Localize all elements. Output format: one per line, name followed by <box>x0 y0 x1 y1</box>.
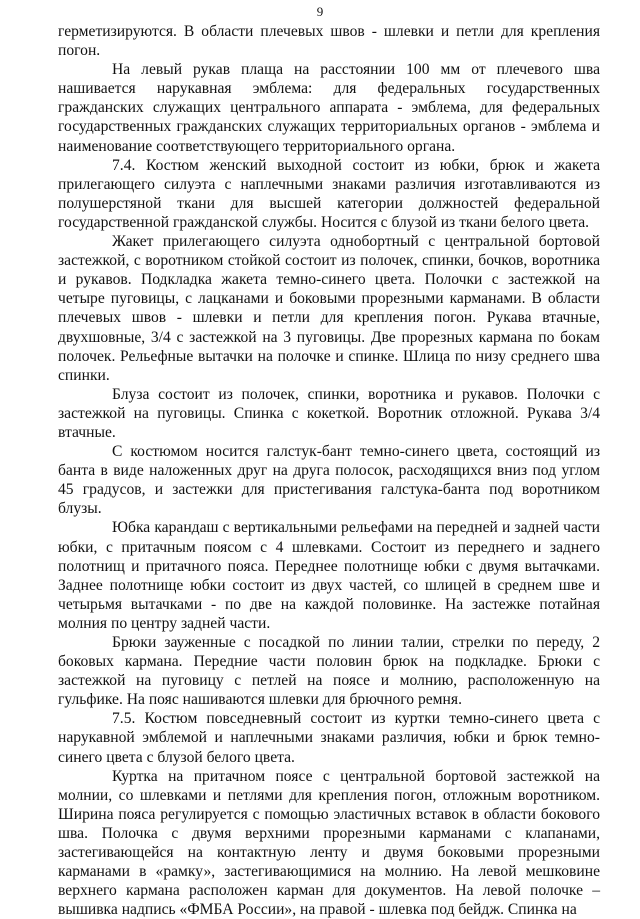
paragraph: Юбка карандаш с вертикальными рельефами на передней и задней части юбки, с притачным поясом с 4 шлевками. Состоит из переднего и заднего полотнищ и притачного пояса. Переднее полотнище юбки с двумя вытачками. Заднее полотнище юбки состоит из двух частей, со шлицей в среднем шве и четырьмя вытачками - по две на каждой половинке. На застежке потайная молния по центру задней части. <box>58 519 600 632</box>
body-text <box>58 22 600 919</box>
paragraph: 7.4. Костюм женский выходной состоит из юбки, брюк и жакета прилегающего силуэта с наплечными знаками различия изготавливаются из полушерстяной ткани для высшей категории должностей федеральной государственной гражданской службы. Носится с блузой из ткани белого цвета. <box>58 156 600 231</box>
paragraph: герметизируются. В области плечевых швов - шлевки и петли для крепления погон. <box>58 23 600 60</box>
paragraph: Блуза состоит из полочек, спинки, воротника и рукавов. Полочки с застежкой на пуговицы. Спинка с кокеткой. Воротник отложной. Рукава 3/4 втачные. <box>58 385 600 441</box>
paragraph: Куртка на притачном поясе с центральной бортовой застежкой на молнии, со шлевками и петлями для крепления погон, отложным воротником. Ширина пояса регулируется с помощью эластичных вставок в области бокового шва. Полочка с двумя верхними прорезными карманами с клапанами, застегивающейся на контактную ленту и двумя боковыми прорезными карманами в «рамку», застегивающимися на молнию. На левой мешковине верхнего кармана расположен карман для документов. На левой полочке – вышивка надпись «ФМБА России», на правой - шлевка под бейдж. Спинка на <box>58 767 600 919</box>
paragraph: С костюмом носится галстук-бант темно-синего цвета, состоящий из банта в виде наложенных друг на друга полосок, расходящихся вниз под углом 45 градусов, и застежки для пристегивания галстука-банта под воротником блузы. <box>58 443 600 518</box>
paragraph: Жакет прилегающего силуэта однобортный с центральной бортовой застежкой, с воротником стойкой состоит из полочек, спинки, бочков, воротника и рукавов. Подкладка жакета темно-синего цвета. Полочки с застежкой на четыре пуговицы, с лацканами и боковыми прорезными карманами. В области плечевых швов - шлевки и петли для крепления погон. Рукава втачные, двухшовные, 3/4 с застежкой на 3 пуговицы. Две прорезных кармана по бокам полочек. Рельефные вытачки на полочке и спинке. Шлица по низу среднего шва спинки. <box>58 233 600 384</box>
paragraph: На левый рукав плаща на расстоянии 100 мм от плечевого шва нашивается нарукавная эмблема: для федеральных государственных гражданских служащих центрального аппарата - эмблема, для федеральных государственных гражданских служащих территориальных органов - эмблема и наименование соответствующего территориального органа. <box>58 61 600 155</box>
paragraph: 7.5. Костюм повседневный состоит из куртки темно-синего цвета с нарукавной эмблемой и наплечными знаками различия, юбки и брюк темно-синего цвета с блузой белого цвета. <box>58 710 600 766</box>
page-number: 9 <box>316 4 324 19</box>
paragraph: Брюки зауженные с посадкой по линии талии, стрелки по переду, 2 боковых кармана. Передние части половин брюк на подкладке. Брюки с застежкой на пуговицу с петлей на поясе и молнию, расположенную на гульфике. На пояс нашиваются шлевки для брючного ремня. <box>58 634 600 709</box>
